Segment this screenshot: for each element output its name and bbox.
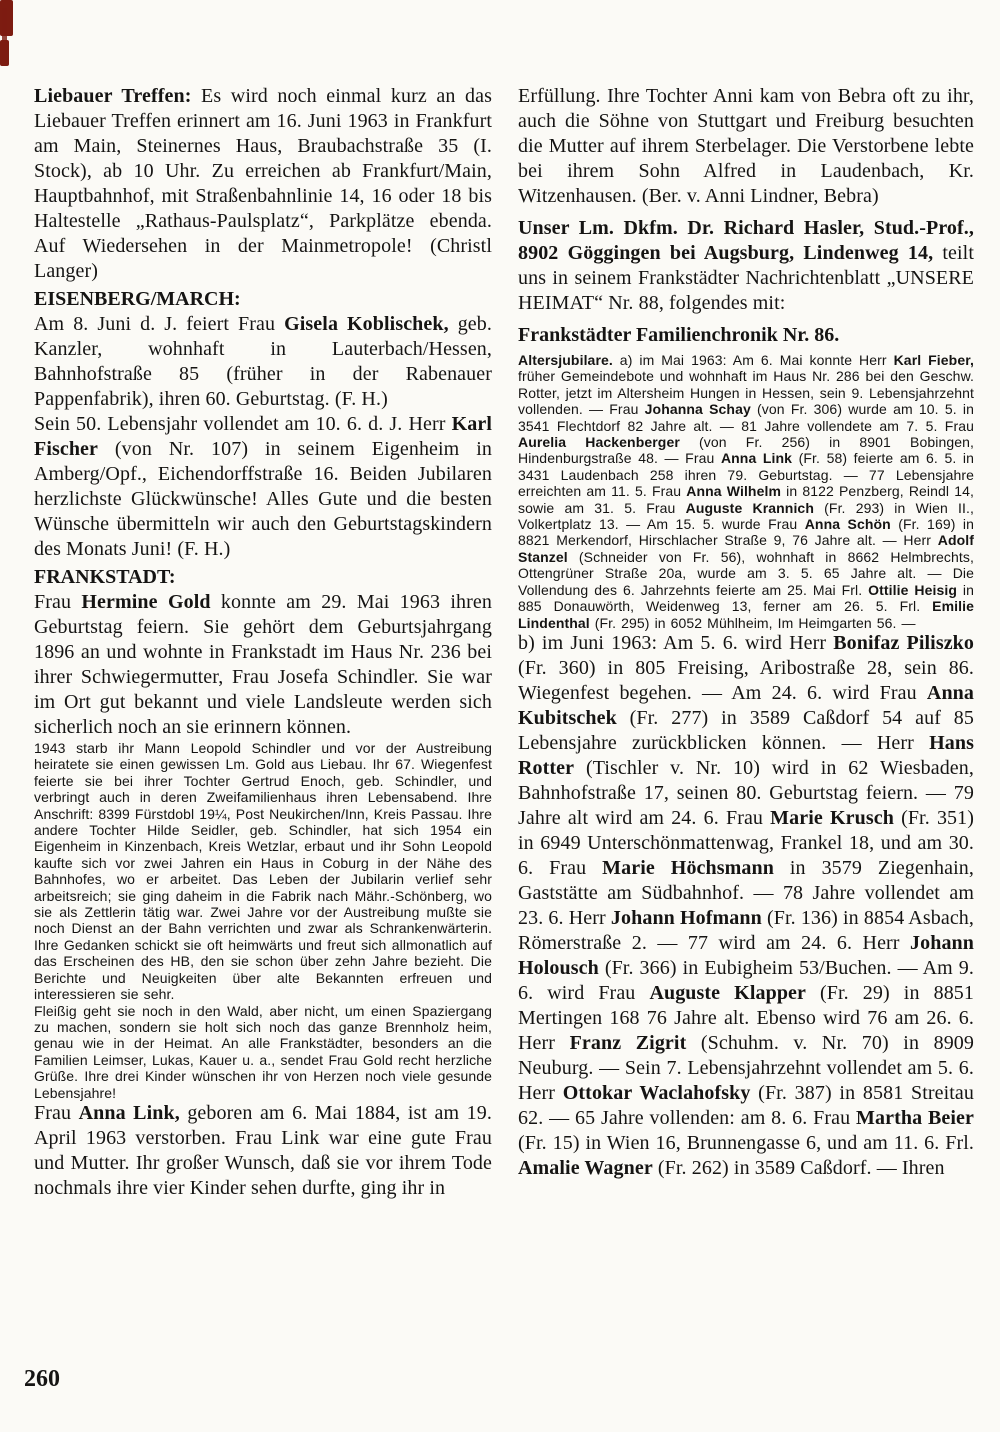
page-number: 260: [22, 1364, 68, 1395]
paragraph-anna-link-obituary: Frau Anna Link, geboren am 6. Mai 1884, ist am 19. April 1963 verstorben. Frau Link war eine gute Frau und Mutter. Ihr großer Wunsch, daß sie vor ihrem Tode nochmals ihre vier Kinder sehen durfte, ging ihr in: [34, 1101, 492, 1199]
fine-print-gold-biography: 1943 starb ihr Mann Leopold Schindler und vor der Austreibung heiratete sie einen gewissen Lm. Gold aus Liebau. Ihr 67. Wiegenfest feierte sie bei ihrer Tochter Gertrud Enoch, geb. Schindler, und verbringt auch in deren Zweifamilienhaus ihren Lebensabend. Ihre Anschrift: 8399 Fürstdobl 19¼, Post Neukirchen/Inn, Kreis Passau. Ihre andere Tochter Hilde Seidler, geb. Schindler, hat sich 1954 ein Eigenheim in Kinzenbach, Kreis Wetzlar, erbaut und ihr Sohn Leopold kaufte sich vor zwei Jahren ein Haus in Coburg in der Nähe des Bahnhofes, wo er arbeitet. Das Leben der Jubilarin verlief sehr arbeitsreich; sie ging daheim in die Fabrik nach Mähr.-Schönberg, wo sie als Zettlerin tätig war. Zwei Jahre vor der Austreibung mußte sie noch Dienst an der Bahn verrichten und zwar als Schrankenwärterin. Ihre Gedanken schickt sie oft heimwärts und freut sich allmonatlich auf das Erscheinen des HB, den sie schon über zehn Jahre bezieht. Die Berichte und Neuigkeiten über alte Bekannten erfreuen und interessieren sie sehr.: [34, 740, 492, 1003]
paragraph-liebauer-treffen: Liebauer Treffen: Es wird noch einmal kurz an das Liebauer Treffen erinnert am 16. Juni 1963 in Frankfurt am Main, Steinernes Haus, Braubachstraße 35 (I. Stock), ab 10 Uhr. Zu erreichen ab Frankfurt/Main, Hauptbahnhof, mit Straßenbahnlinie 14, 16 oder 18 bis Haltestelle „Rathaus-Paulsplatz“, Parkplätze ebenda. Auf Wiedersehen in der Mainmetropole! (Christl Langer): [34, 85, 492, 282]
fine-print-gold-greetings: Fleißig geht sie noch in den Wald, aber nicht, um einen Spaziergang zu machen, sondern sie holt sich noch das ganze Brennholz heim, genau wie in der Heimat. An alle Frankstädter, besonders an die Familien Leimser, Lukas, Kauer u. a., sendet Frau Gold recht herzliche Grüße. Ihre drei Kinder wünschen ihr von Herzen noch viele gesunde Lebensjahre!: [34, 1002, 492, 1101]
paragraph-hermine-gold: Frau Hermine Gold konnte am 29. Mai 1963 ihren Geburtstag feiern. Sie gehört dem Geburtsjahrgang 1896 an und wohnte in Frankstadt im Haus Nr. 236 bei ihrer Schwiegermutter, Frau Josefa Schindler. Sie war im Ort gut bekannt und viele Landsleute werden sich sicherlich noch an sie erinnern können.: [34, 591, 492, 738]
right-column: [518, 84, 974, 1201]
paragraph-koblischek: Am 8. Juni d. J. feiert Frau Gisela Koblischek, geb. Kanzler, wohnhaft in Lauterbach/Hessen, Bahnhofstraße 85 (früher in der Rabenauer Pappenfabrik), ihren 60. Geburtstag. (F. H.): [34, 313, 492, 410]
fine-print-altersjubilare-mai: Altersjubilare. a) im Mai 1963: Am 6. Mai konnte Herr Karl Fieber, früher Gemeindebote und wohnhaft im Haus Nr. 286 bei den Geschw. Rotter, jetzt im Altersheim Hungen in Hessen, sein 9. Lebensjahrzehnt vollenden. — Frau Johanna Schay (von Fr. 306) wurde am 10. 5. in 3541 Flechtdorf 82 Jahre alt. — 81 Jahre vollendete am 7. 5. Frau Aurelia Hackenberger (von Fr. 256) in 8901 Bobingen, Hindenburgstraße 48. — Frau Anna Link (Fr. 58) feierte am 6. 5. in 3431 Laudenbach 258 ihren 79. Geburtstag. — 77 Lebensjahre erreichten am 11. 5. Frau Anna Wilhelm in 8122 Penzberg, Reindl 14, sowie am 31. 5. Frau Auguste Krannich (Fr. 293) in Wien II., Volkertplatz 13. — Am 15. 5. wurde Frau Anna Schön (Fr. 169) in 8821 Merkendorf, Hirschlacher Straße 9, 76 Jahre alt. — Herr Adolf Stanzel (Schneider von Fr. 56), wohnhaft in 8662 Helmbrechts, Ottengrüner Straße 20a, wurde am 3. 5. 65 Jahre alt. — Die Vollendung des 6. Jahrzehnts feierte am 25. Mai Frl. Ottilie Heisig in 885 Donauwörth, Weidenweg 13, ferner am 26. 5. Frl. Emilie Lindenthal (Fr. 295) in 6052 Mühlheim, Im Heimgarten 56. —: [518, 352, 974, 631]
two-column-layout: [34, 84, 974, 1201]
paragraph-karl-fischer: Sein 50. Lebensjahr vollendet am 10. 6. d. J. Herr Karl Fischer (von Nr. 107) in seinem Eigenheim in Amberg/Opf., Eichendorffstraße 16. Beiden Jubilaren herzlichste Glückwünsche! Alles Gute und die besten Wünsche übermitteln wir auch den Geburtstagskindern des Monats Juni! (F. H.): [34, 413, 492, 560]
left-column: [34, 84, 492, 1201]
paragraph-anna-link-continued: Erfüllung. Ihre Tochter Anni kam von Bebra oft zu ihr, auch die Söhne von Stuttgart und Freiburg besuchten die Mutter auf ihrem Sterbelager. Die Verstorbene lebte bei ihrem Sohn Alfred in Laudenbach, Kr. Witzenhausen. (Ber. v. Anni Lindner, Bebra): [518, 85, 974, 207]
heading-eisenberg-march: EISENBERG/MARCH:: [34, 288, 241, 310]
paragraph-altersjubilare-juni: b) im Juni 1963: Am 5. 6. wird Herr Bonifaz Piliszko (Fr. 360) in 805 Freising, Aribostraße 28, sein 86. Wiegenfest begehen. — Am 24. 6. wird Frau Anna Kubitschek (Fr. 277) in 3589 Caßdorf 54 auf 85 Lebensjahre zurückblicken können. — Herr Hans Rotter (Tischler v. Nr. 10) wird in 62 Wiesbaden, Bahnhofstraße 17, seinen 80. Geburtstag feiern. — 79 Jahre alt wird am 24. 6. Frau Marie Krusch (Fr. 351) in 6949 Unterschönmattenwag, Frankel 18, und am 30. 6. Frau Marie Höchsmann in 3579 Ziegenhain, Gaststätte am Südbahnhof. — 78 Jahre vollendet am 23. 6. Herr Johann Hofmann (Fr. 136) in 8854 Asbach, Römerstraße 2. — 77 wird am 24. 6. Herr Johann Holousch (Fr. 366) in Eubigheim 53/Buchen. — Am 9. 6. wird Frau Auguste Klapper (Fr. 29) in 8851 Mertingen 168 76 Jahre alt. Ebenso wird 76 am 26. 6. Herr Franz Zigrit (Schuhm. v. Nr. 70) in 8909 Neuburg. — Sein 7. Lebensjahrzehnt vollendet am 5. 6. Herr Ottokar Waclahofsky (Fr. 387) in 8581 Streitau 62. — 65 Jahre vollenden: am 8. 6. Frau Martha Beier (Fr. 15) in Wien 16, Brunnengasse 6, und am 11. 6. Frl. Amalie Wagner (Fr. 262) in 3589 Caßdorf. — Ihren: [518, 631, 975, 1179]
heading-familienchronik: Frankstädter Familienchronik Nr. 86.: [518, 324, 840, 346]
paragraph-hasler-notice: Unser Lm. Dkfm. Dr. Richard Hasler, Stud.-Prof., 8902 Göggingen bei Augsburg, Lindenweg 14, teilt uns in seinem Frankstädter Nachrichtenblatt „UNSERE HEIMAT“ Nr. 88, folgendes mit:: [518, 217, 974, 314]
heading-frankstadt: FRANKSTADT:: [34, 566, 176, 588]
scan-artifact: [2, 8, 7, 60]
